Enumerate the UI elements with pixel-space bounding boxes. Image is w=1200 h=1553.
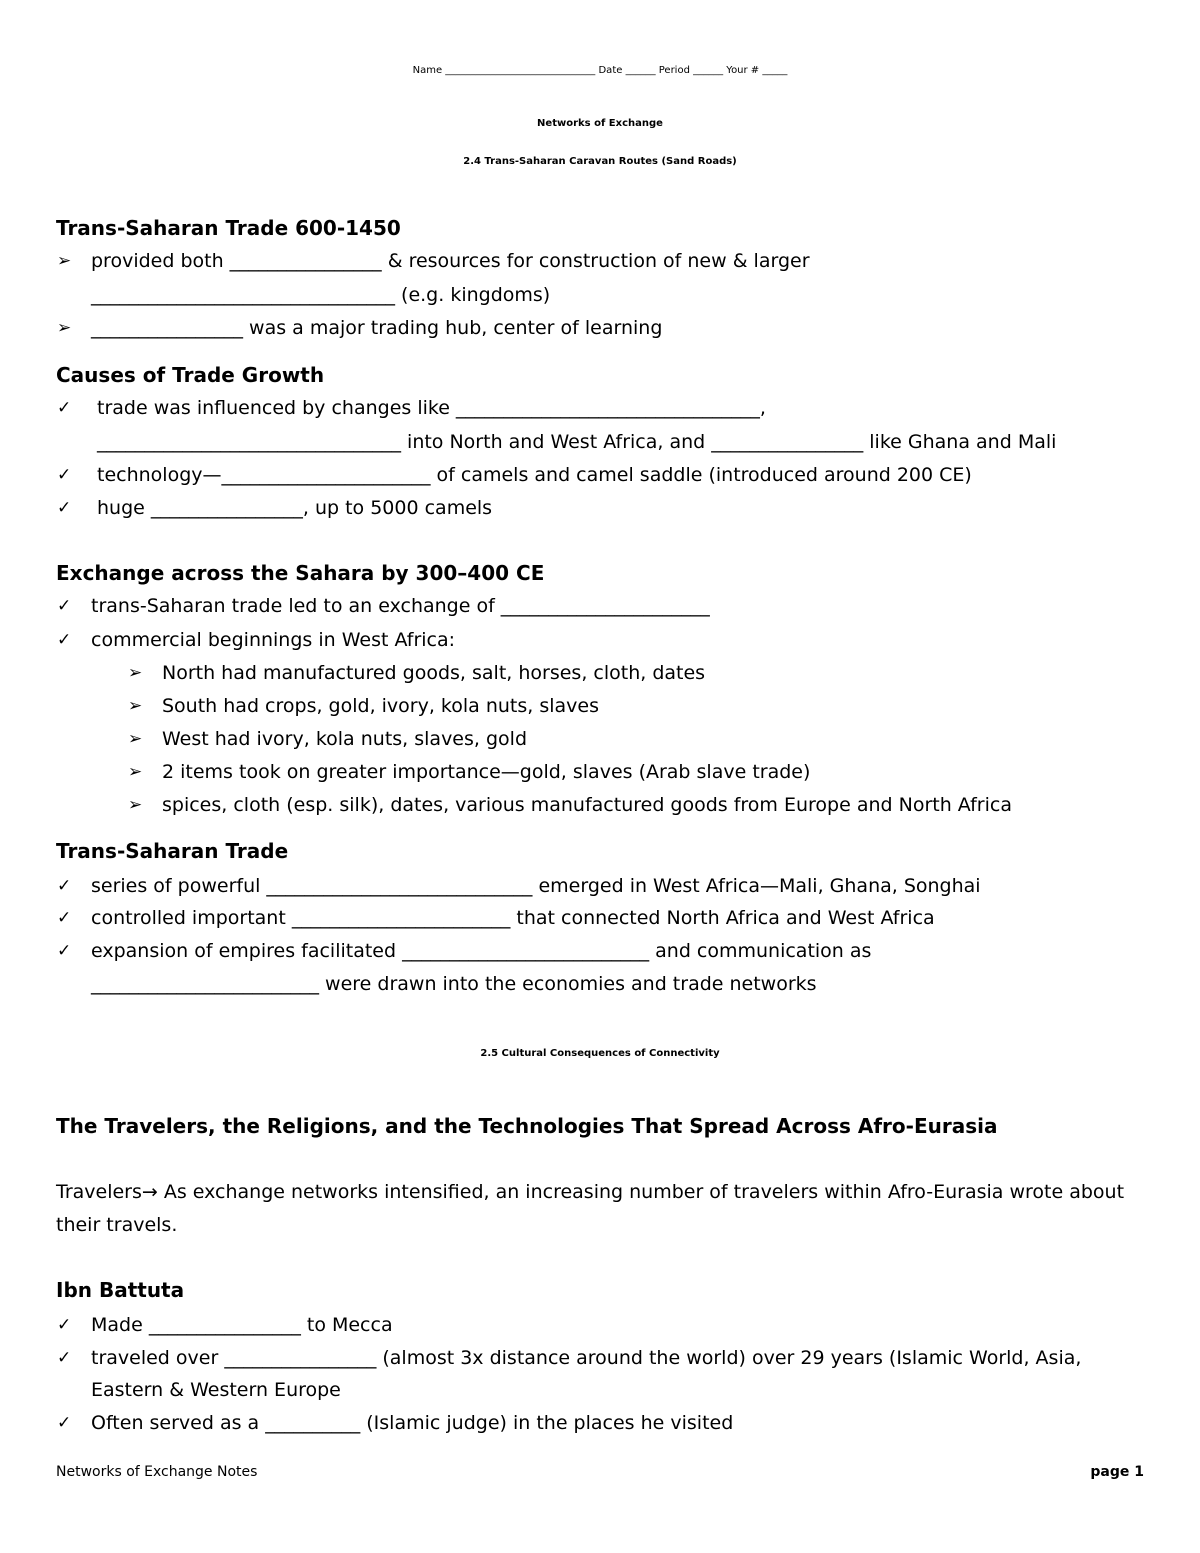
section-subheading-travelers-religions: The Travelers, the Religions, and the Technologies That Spread Across Afro-Eurasia [56, 1114, 998, 1138]
list-item: huge ________________, up to 5000 camels [97, 497, 493, 519]
arrow-bullet-icon: ➢ [128, 762, 143, 782]
list-item: Often served as a __________ (Islamic judge) in the places he visited [91, 1412, 734, 1434]
list-item: technology—______________________ of camels and camel saddle (introduced around 200 CE) [97, 464, 972, 486]
list-item: provided both ________________ & resources for construction of new & larger [91, 250, 810, 272]
sub-list-item: 2 items took on greater importance—gold, slaves (Arab slave trade) [162, 761, 811, 783]
list-item: expansion of empires facilitated __________________________ and communication as [91, 940, 872, 962]
check-bullet-icon: ✓ [57, 630, 72, 650]
check-bullet-icon: ✓ [57, 465, 72, 485]
travelers-paragraph-line: Travelers→ As exchange networks intensified, an increasing number of travelers within Afro-Eurasia wrote about [56, 1181, 1125, 1203]
footer-document-title: Networks of Exchange Notes [56, 1464, 258, 1480]
sub-list-item: West had ivory, kola nuts, slaves, gold [162, 728, 527, 750]
check-bullet-icon: ✓ [57, 1413, 72, 1433]
list-item: commercial beginnings in West Africa: [91, 629, 456, 651]
footer-page-number: page 1 [1090, 1464, 1144, 1480]
check-bullet-icon: ✓ [57, 1348, 72, 1368]
section-title-cultural-consequences: 2.5 Cultural Consequences of Connectivity [480, 1048, 720, 1059]
section-heading-causes-of-trade-growth: Causes of Trade Growth [56, 363, 325, 387]
section-heading-ibn-battuta: Ibn Battuta [56, 1278, 185, 1302]
check-bullet-icon: ✓ [57, 498, 72, 518]
section-heading-exchange-across-sahara: Exchange across the Sahara by 300–400 CE [56, 561, 545, 585]
list-item: traveled over ________________ (almost 3x distance around the world) over 29 years (Islamic World, Asia, [91, 1347, 1082, 1369]
list-item: trade was influenced by changes like ________________________________, [97, 397, 766, 419]
check-bullet-icon: ✓ [57, 596, 72, 616]
sub-list-item: North had manufactured goods, salt, horses, cloth, dates [162, 662, 706, 684]
list-item: Made ________________ to Mecca [91, 1314, 393, 1336]
arrow-bullet-icon: ➢ [57, 251, 72, 271]
arrow-bullet-icon: ➢ [128, 696, 143, 716]
section-heading-trans-saharan-trade-600-1450: Trans-Saharan Trade 600-1450 [56, 216, 401, 240]
travelers-paragraph-line: their travels. [56, 1214, 178, 1236]
sub-list-item: South had crops, gold, ivory, kola nuts, slaves [162, 695, 600, 717]
arrow-bullet-icon: ➢ [128, 663, 143, 683]
list-item-continuation: ________________________________ into North and West Africa, and ________________ like Ghana and Mali [97, 431, 1057, 453]
list-item: ________________ was a major trading hub, center of learning [91, 317, 663, 339]
check-bullet-icon: ✓ [57, 398, 72, 418]
section-heading-trans-saharan-trade: Trans-Saharan Trade [56, 839, 289, 863]
name-date-period-line: Name ______________________________ Date ______ Period ______ Your # _____ [412, 65, 788, 76]
arrow-bullet-icon: ➢ [128, 795, 143, 815]
sub-list-item: spices, cloth (esp. silk), dates, various manufactured goods from Europe and North Africa [162, 794, 1012, 816]
page-title: Networks of Exchange [537, 118, 663, 129]
list-item: series of powerful ____________________________ emerged in West Africa—Mali, Ghana, Songhai [91, 875, 981, 897]
arrow-bullet-icon: ➢ [128, 729, 143, 749]
list-item: trans-Saharan trade led to an exchange of ______________________ [91, 595, 710, 617]
list-item-continuation: Eastern & Western Europe [91, 1379, 341, 1401]
list-item-continuation: ________________________________ (e.g. kingdoms) [91, 284, 551, 306]
list-item: controlled important _______________________ that connected North Africa and West Africa [91, 907, 935, 929]
list-item-continuation: ________________________ were drawn into the economies and trade networks [91, 973, 817, 995]
check-bullet-icon: ✓ [57, 941, 72, 961]
check-bullet-icon: ✓ [57, 876, 72, 896]
check-bullet-icon: ✓ [57, 1315, 72, 1335]
arrow-bullet-icon: ➢ [57, 318, 72, 338]
page-subtitle: 2.4 Trans-Saharan Caravan Routes (Sand Roads) [463, 156, 737, 167]
check-bullet-icon: ✓ [57, 908, 72, 928]
